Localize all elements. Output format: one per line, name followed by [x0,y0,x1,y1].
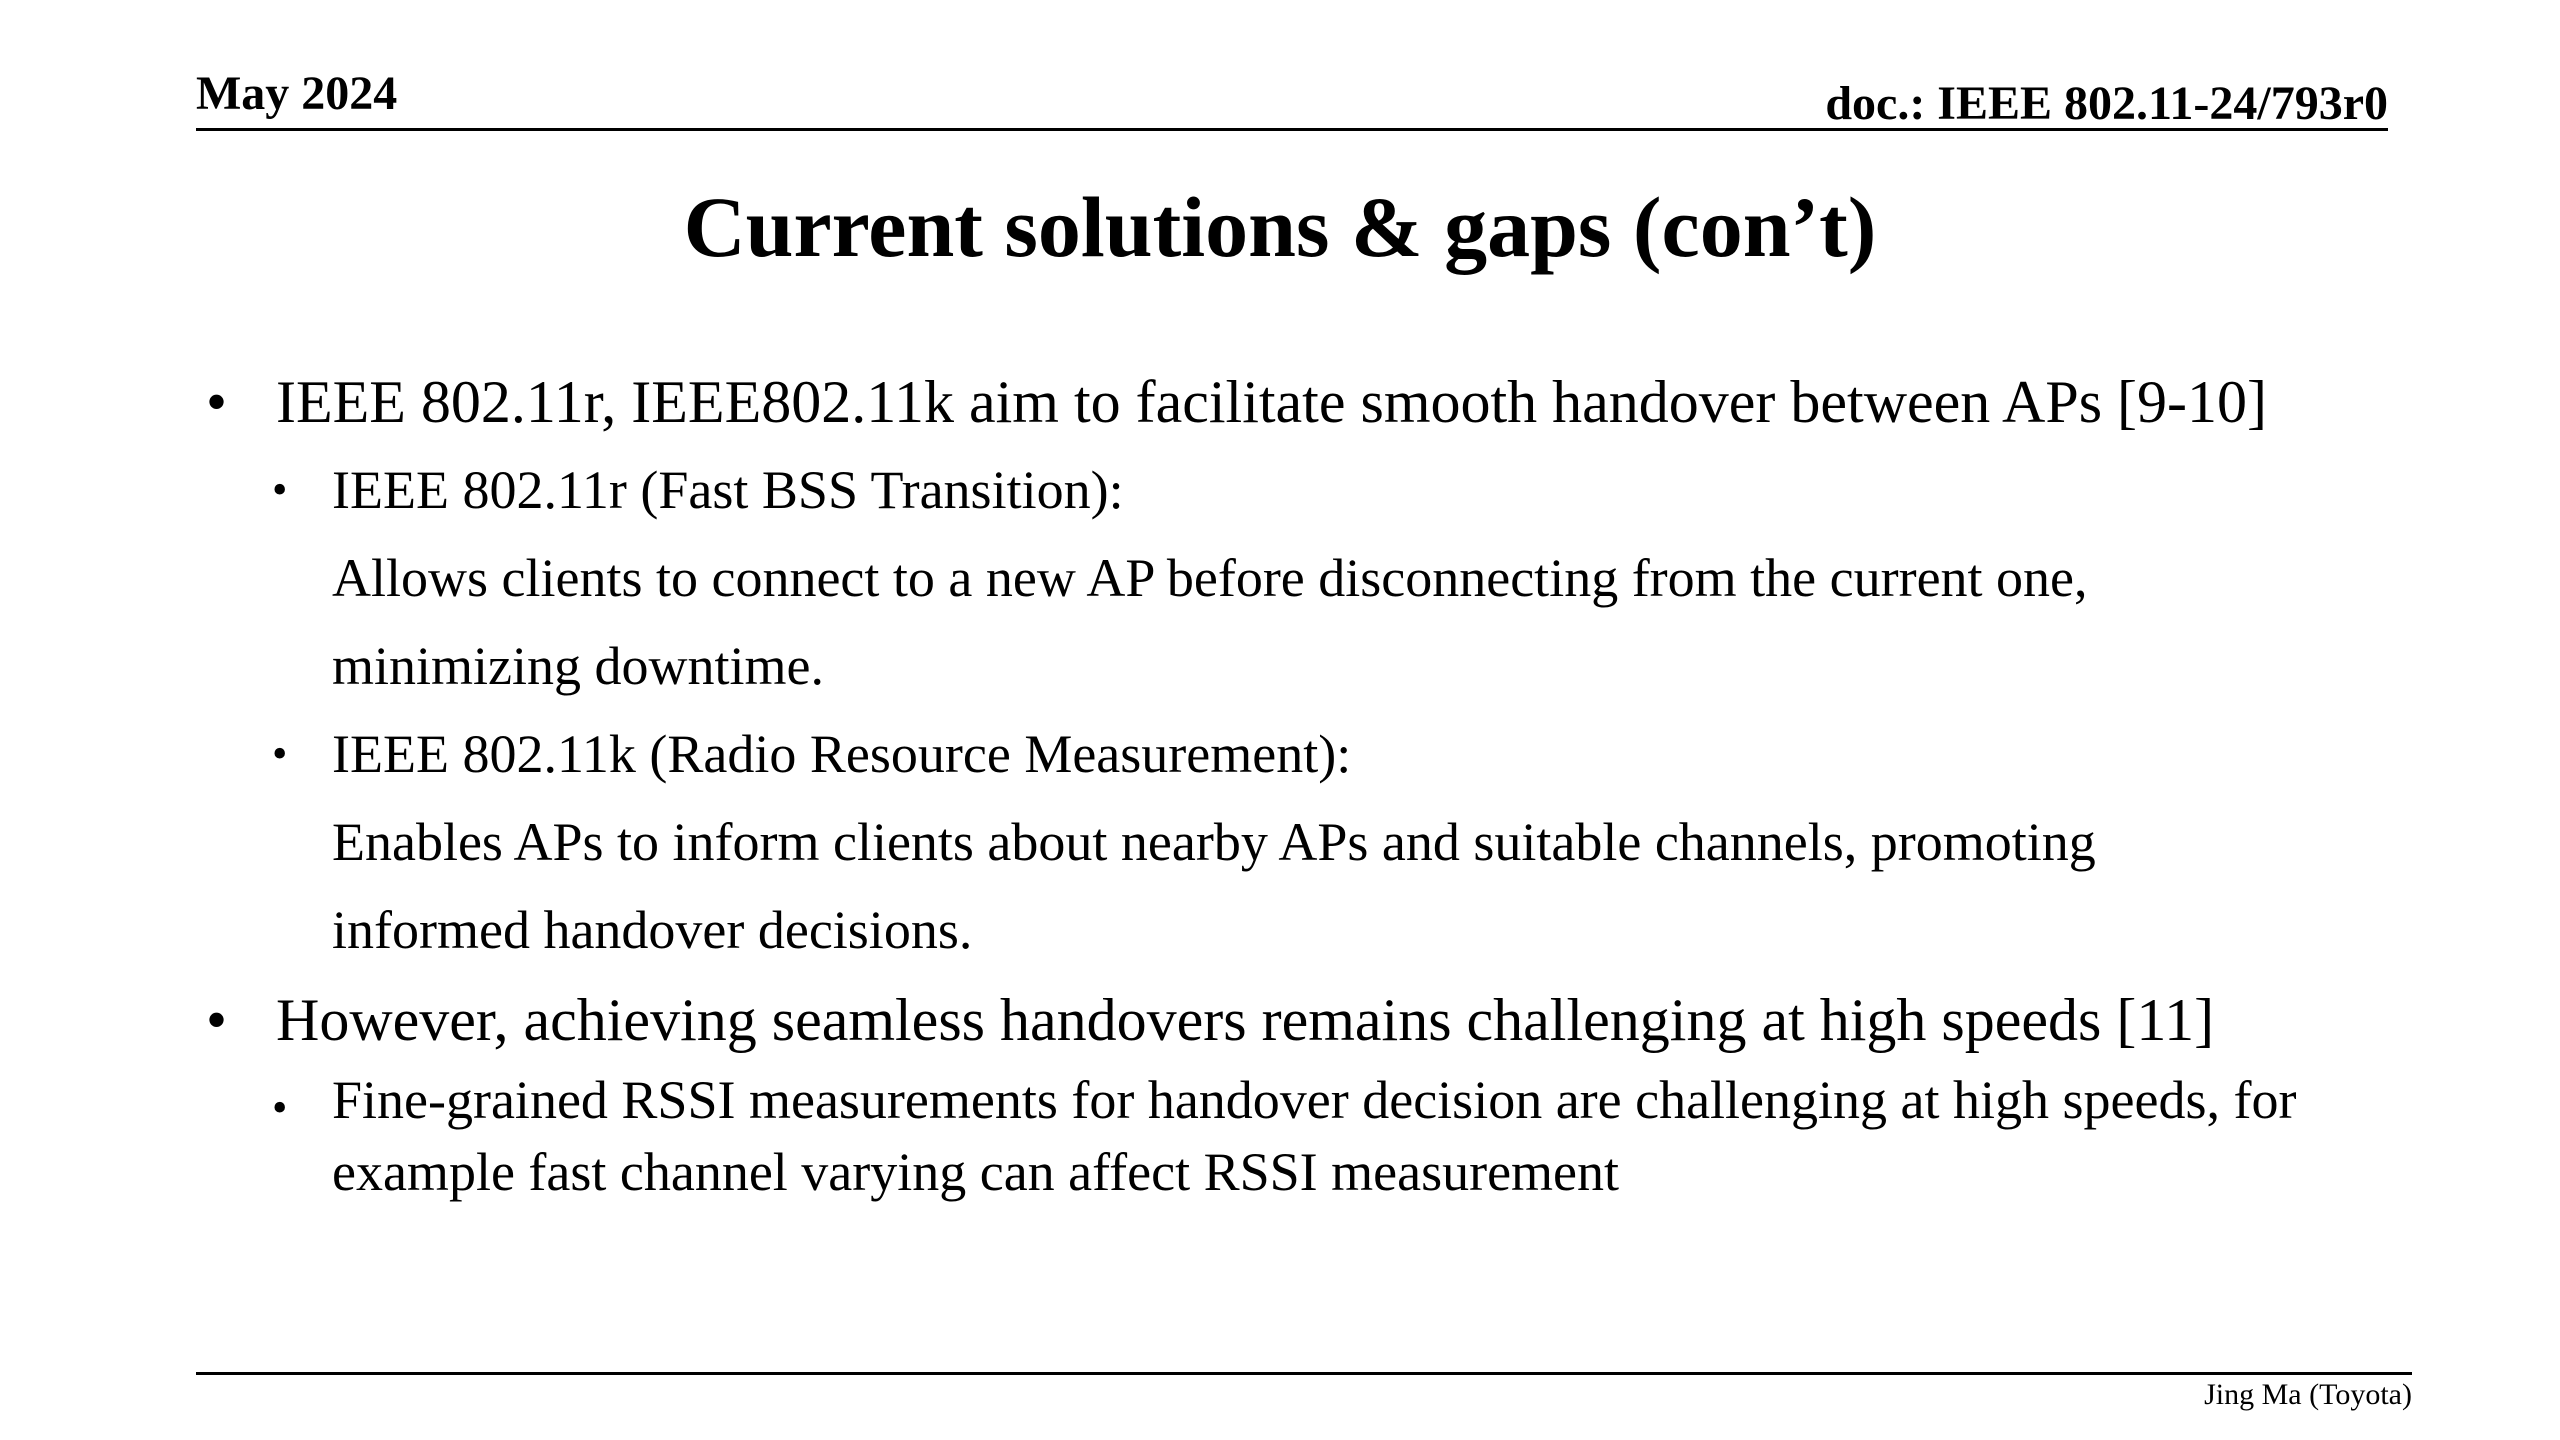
bullet-2-text: However, achieving seamless handovers remains challenging at high speeds [11] [276,987,2215,1053]
sub-bullet-dot-icon: • [272,465,288,514]
header-rule [196,128,2388,131]
sub-bullet-1-1 [196,446,2496,710]
sub-bullet-1-1-line-1: Allows clients to connect to a new AP before disconnecting from the current one, [332,548,2088,608]
bullet-2 [196,976,2496,1064]
header-doc-id: doc.: IEEE 802.11-24/793r0 [1825,77,2388,130]
sub-bullet-1-2 [196,710,2496,974]
bullet-dot-icon: • [206,987,228,1053]
sub-bullet-dot-icon: • [272,729,288,778]
footer-author: Jing Ma (Toyota) [2204,1378,2412,1411]
sub-bullet-2-1-heading: Fine-grained RSSI measurements for handover decision are challenging at high speeds, for [332,1070,2297,1130]
footer-rule [196,1372,2412,1375]
sub-bullet-1-1-heading: IEEE 802.11r (Fast BSS Transition): [332,460,1124,520]
bullet-1 [196,358,2496,446]
sub-bullet-2-1-line-1: example fast channel varying can affect RSSI measurement [332,1142,1620,1202]
sub-bullet-1-2-line-1: Enables APs to inform clients about nearby APs and suitable channels, promoting [332,812,2096,872]
sub-bullet-1-2-heading: IEEE 802.11k (Radio Resource Measurement): [332,724,1352,784]
sub-bullet-2-1 [196,1064,2496,1208]
header-date: May 2024 [196,67,398,120]
sub-bullet-dot-icon: • [272,1083,288,1132]
slide-title: Current solutions & gaps (con’t) [683,179,1877,275]
slide-content [196,358,2496,1208]
sub-bullet-1-1-line-2: minimizing downtime. [332,636,824,696]
bullet-1-text: IEEE 802.11r, IEEE802.11k aim to facilitate smooth handover between APs [9-10] [276,369,2267,435]
bullet-dot-icon: • [206,369,228,435]
sub-bullet-1-2-line-2: informed handover decisions. [332,900,973,960]
